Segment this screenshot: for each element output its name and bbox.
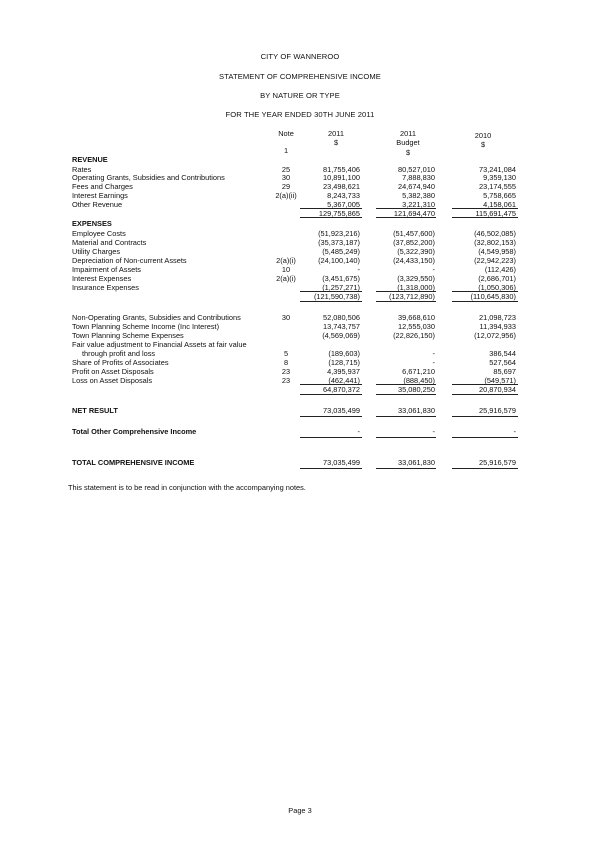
value-2011: - xyxy=(357,427,360,436)
value-budget-2011: - xyxy=(432,349,435,358)
section-heading: TOTAL COMPREHENSIVE INCOME xyxy=(72,458,195,467)
section-heading: Total Other Comprehensive Income xyxy=(72,427,197,436)
statement-row xyxy=(0,458,600,467)
line-item-label: Interest Earnings xyxy=(72,191,128,200)
note-ref: 29 xyxy=(281,182,291,191)
rule xyxy=(376,217,436,218)
statement-row xyxy=(0,349,600,358)
statement-row xyxy=(0,313,600,322)
rule xyxy=(376,208,436,209)
value-2010: (46,502,085) xyxy=(474,229,516,238)
value-budget-2011: - xyxy=(432,358,435,367)
value-2010: - xyxy=(513,427,516,436)
note-ref: 30 xyxy=(281,173,291,182)
col-2010-unit: $ xyxy=(480,140,486,149)
statement-row xyxy=(0,331,600,340)
statement-row xyxy=(0,427,600,436)
note-ref: 25 xyxy=(281,165,291,174)
rule xyxy=(452,301,518,302)
note-reference: 1 xyxy=(283,146,289,155)
note-ref: 10 xyxy=(281,265,291,274)
value-2010: (1,050,306) xyxy=(478,283,516,292)
rule xyxy=(300,384,362,385)
rule xyxy=(300,291,362,292)
value-2011: (3,451,675) xyxy=(322,274,360,283)
value-budget-2011: 39,668,610 xyxy=(398,313,435,322)
value-2011: 81,755,406 xyxy=(323,165,360,174)
value-budget-2011: 33,061,830 xyxy=(398,406,435,415)
value-2011: (189,603) xyxy=(328,349,360,358)
value-2010: 20,870,934 xyxy=(479,385,516,394)
line-item-label: through profit and loss xyxy=(82,349,156,358)
statement-row xyxy=(0,265,600,274)
value-2010: 73,241,084 xyxy=(479,165,516,174)
statement-row xyxy=(0,406,600,415)
value-2010: 23,174,555 xyxy=(479,182,516,191)
rule xyxy=(452,291,518,292)
value-budget-2011: (37,852,200) xyxy=(393,238,435,247)
value-2010: 386,544 xyxy=(489,349,516,358)
value-budget-2011: 3,221,310 xyxy=(402,200,435,209)
statement-row xyxy=(0,292,600,301)
rule xyxy=(452,384,518,385)
line-item-label: Loss on Asset Disposals xyxy=(72,376,153,385)
line-item-label: Operating Grants, Subsidies and Contributions xyxy=(72,173,225,182)
statement-row xyxy=(0,191,600,200)
value-2010: (2,686,701) xyxy=(478,274,516,283)
line-item-label: Impairment of Assets xyxy=(72,265,142,274)
line-item-label: Depreciation of Non-current Assets xyxy=(72,256,187,265)
statement-row xyxy=(0,247,600,256)
value-budget-2011: - xyxy=(432,427,435,436)
org-name: CITY OF WANNEROO xyxy=(260,52,340,61)
value-2010: (32,802,153) xyxy=(474,238,516,247)
value-budget-2011: (3,329,550) xyxy=(397,274,435,283)
rule xyxy=(452,217,518,218)
line-item-label: Share of Profits of Associates xyxy=(72,358,169,367)
value-2011: (1,257,271) xyxy=(322,283,360,292)
statement-row xyxy=(0,274,600,283)
rule xyxy=(300,468,362,469)
section-heading: NET RESULT xyxy=(72,406,118,415)
col-2011-year: 2011 xyxy=(328,129,344,138)
value-budget-2011: 33,061,830 xyxy=(398,458,435,467)
value-budget-2011: 6,671,210 xyxy=(402,367,435,376)
value-2011: (462,441) xyxy=(328,376,360,385)
line-item-label: Non-Operating Grants, Subsidies and Contributions xyxy=(72,313,241,322)
note-ref: 23 xyxy=(281,376,291,385)
rule xyxy=(376,437,436,438)
value-budget-2011: 12,555,030 xyxy=(398,322,435,331)
value-2011: 52,080,506 xyxy=(323,313,360,322)
col-budget-unit: $ xyxy=(405,148,411,157)
value-budget-2011: 5,382,380 xyxy=(402,191,435,200)
statement-row xyxy=(0,256,600,265)
value-budget-2011: 7,888,830 xyxy=(402,173,435,182)
value-2010: 11,394,933 xyxy=(479,322,516,331)
value-2011: (128,715) xyxy=(328,358,360,367)
note-ref: 23 xyxy=(281,367,291,376)
value-2011: 129,755,865 xyxy=(318,209,360,218)
value-2011: (35,373,187) xyxy=(318,238,360,247)
statement-subtitle: BY NATURE OR TYPE xyxy=(260,91,340,100)
col-budget-year: 2011 xyxy=(400,129,416,138)
note-column-header: Note xyxy=(278,129,294,138)
statement-row xyxy=(0,385,600,394)
section-heading: EXPENSES xyxy=(72,219,112,228)
line-item-label: Fees and Charges xyxy=(72,182,133,191)
statement-row xyxy=(0,358,600,367)
rule xyxy=(452,208,518,209)
note-ref: 5 xyxy=(283,349,289,358)
line-item-label: Material and Contracts xyxy=(72,238,147,247)
col-budget-label: Budget xyxy=(396,138,420,147)
value-2010: (549,571) xyxy=(484,376,516,385)
value-2010: 21,098,723 xyxy=(479,313,516,322)
col-2010-year: 2010 xyxy=(474,131,492,140)
rule xyxy=(376,394,436,395)
statement-row xyxy=(0,182,600,191)
value-2010: 527,564 xyxy=(489,358,516,367)
value-2011: 4,395,937 xyxy=(327,367,360,376)
value-2011: 8,243,733 xyxy=(327,191,360,200)
rule xyxy=(452,437,518,438)
value-2010: (4,549,958) xyxy=(478,247,516,256)
statement-period: FOR THE YEAR ENDED 30TH JUNE 2011 xyxy=(225,110,375,119)
value-2011: (24,100,140) xyxy=(318,256,360,265)
rule xyxy=(300,437,362,438)
footnote: This statement is to be read in conjunction with the accompanying notes. xyxy=(68,483,306,492)
value-budget-2011: (5,322,390) xyxy=(397,247,435,256)
rule xyxy=(300,394,362,395)
line-item-label: Rates xyxy=(72,165,92,174)
value-2011: 23,498,621 xyxy=(323,182,360,191)
rule xyxy=(300,208,362,209)
value-2010: 9,359,130 xyxy=(483,173,516,182)
statement-row xyxy=(0,238,600,247)
statement-row xyxy=(0,155,600,164)
rule xyxy=(452,394,518,395)
rule xyxy=(376,384,436,385)
rule xyxy=(376,468,436,469)
value-2011: 10,891,100 xyxy=(323,173,360,182)
rule xyxy=(300,217,362,218)
section-heading: REVENUE xyxy=(72,155,108,164)
statement-row xyxy=(0,219,600,228)
value-2011: (121,590,738) xyxy=(313,292,360,301)
value-2011: 73,035,499 xyxy=(323,406,360,415)
value-budget-2011: - xyxy=(432,265,435,274)
value-budget-2011: (24,433,150) xyxy=(393,256,435,265)
statement-row xyxy=(0,322,600,331)
value-budget-2011: (123,712,890) xyxy=(388,292,435,301)
value-2010: (12,072,956) xyxy=(474,331,516,340)
line-item-label: Profit on Asset Disposals xyxy=(72,367,154,376)
rule xyxy=(376,416,436,417)
value-2010: 4,158,061 xyxy=(483,200,516,209)
page-number: Page 3 xyxy=(288,806,312,815)
value-2010: 85,697 xyxy=(493,367,516,376)
value-budget-2011: (51,457,600) xyxy=(393,229,435,238)
line-item-label: Interest Expenses xyxy=(72,274,132,283)
value-2010: 25,916,579 xyxy=(479,458,516,467)
note-ref: 2(a)(i) xyxy=(276,274,296,283)
value-2010: 5,758,665 xyxy=(483,191,516,200)
value-budget-2011: (1,318,000) xyxy=(397,283,435,292)
value-2010: 115,691,475 xyxy=(475,209,516,218)
rule xyxy=(452,468,518,469)
value-2011: (5,485,249) xyxy=(322,247,360,256)
value-budget-2011: 80,527,010 xyxy=(398,165,435,174)
col-2011-unit: $ xyxy=(333,138,339,147)
line-item-label: Employee Costs xyxy=(72,229,126,238)
statement-row xyxy=(0,229,600,238)
value-2011: 5,367,005 xyxy=(327,200,360,209)
value-2010: (22,942,223) xyxy=(474,256,516,265)
value-2010: (112,426) xyxy=(484,265,516,274)
line-item-label: Utility Charges xyxy=(72,247,121,256)
note-ref: 8 xyxy=(283,358,289,367)
line-item-label: Town Planning Scheme Income (Inc Interest) xyxy=(72,322,220,331)
value-2010: (110,645,830) xyxy=(470,292,516,301)
note-ref: 2(a)(i) xyxy=(276,256,296,265)
line-item-label: Town Planning Scheme Expenses xyxy=(72,331,184,340)
value-budget-2011: 121,694,470 xyxy=(393,209,435,218)
value-2011: (4,569,069) xyxy=(322,331,360,340)
value-2011: (51,923,216) xyxy=(318,229,360,238)
statement-row xyxy=(0,173,600,182)
value-2011: - xyxy=(357,265,360,274)
line-item-label: Fair value adjustment to Financial Assets at fair value xyxy=(72,340,247,349)
rule xyxy=(300,301,362,302)
value-budget-2011: (22,826,150) xyxy=(393,331,435,340)
statement-row xyxy=(0,340,600,349)
rule xyxy=(376,301,436,302)
value-budget-2011: 35,080,250 xyxy=(398,385,435,394)
note-ref: 30 xyxy=(281,313,291,322)
rule xyxy=(452,416,518,417)
note-ref: 2(a)(ii) xyxy=(275,191,297,200)
line-item-label: Other Revenue xyxy=(72,200,123,209)
value-budget-2011: 24,674,940 xyxy=(398,182,435,191)
statement-row xyxy=(0,367,600,376)
value-2011: 64,870,372 xyxy=(323,385,360,394)
line-item-label: Insurance Expenses xyxy=(72,283,139,292)
statement-title: STATEMENT OF COMPREHENSIVE INCOME xyxy=(219,72,381,81)
value-2011: 73,035,499 xyxy=(323,458,360,467)
value-2010: 25,916,579 xyxy=(479,406,516,415)
value-budget-2011: (888,450) xyxy=(403,376,435,385)
rule xyxy=(376,291,436,292)
rule xyxy=(300,416,362,417)
value-2011: 13,743,757 xyxy=(323,322,360,331)
